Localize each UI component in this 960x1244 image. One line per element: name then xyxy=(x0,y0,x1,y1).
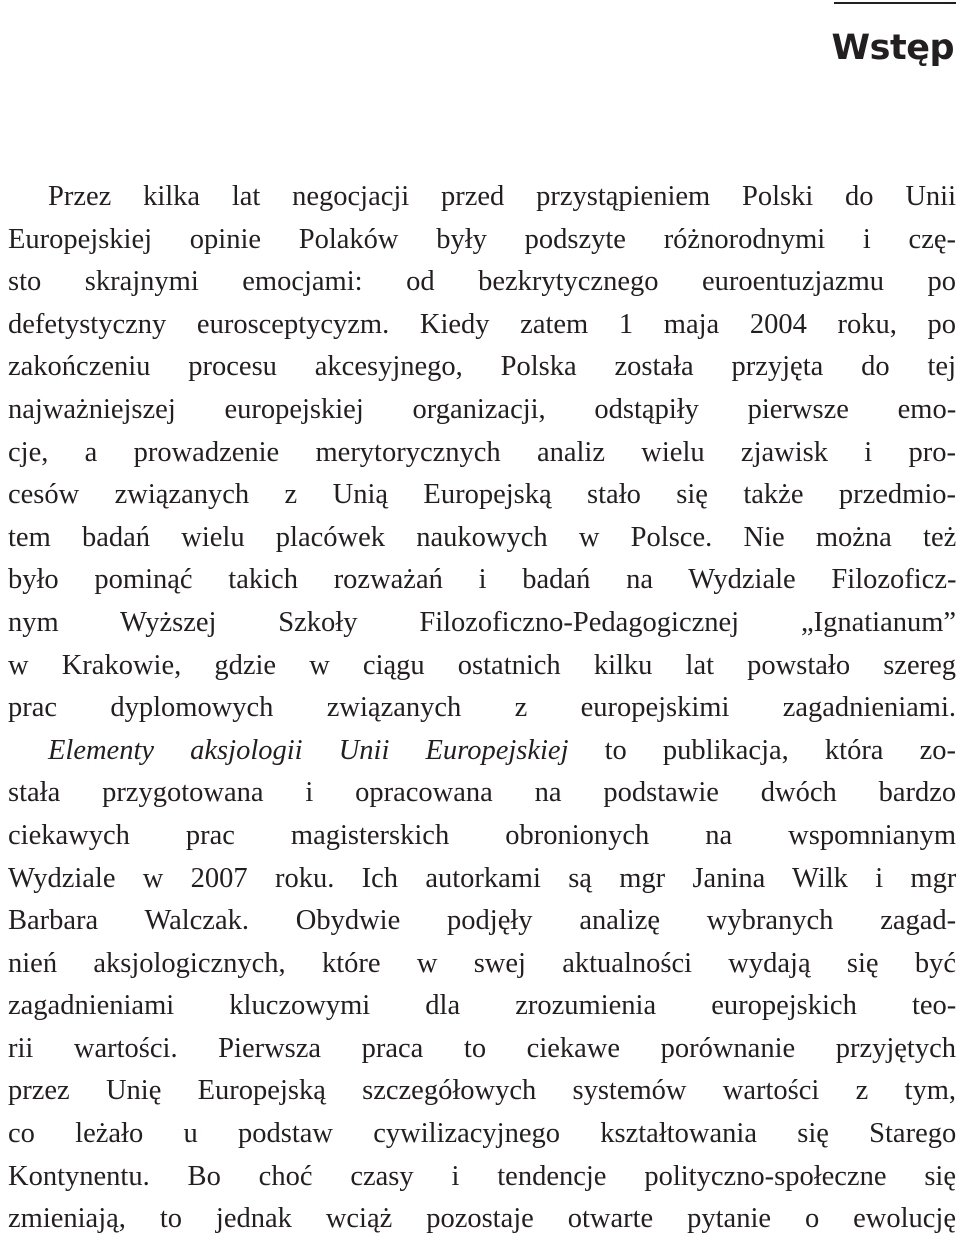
text-line: przez Unię Europejską szczegółowych systemów wartości z tym, xyxy=(8,1075,956,1107)
body-paragraphs xyxy=(8,176,956,1241)
text-line: w Krakowie, gdzie w ciągu ostatnich kilku lat powstało szereg xyxy=(8,649,956,681)
text-line-rest: to publikacja, która zo- xyxy=(568,734,956,766)
chapter-heading: Wstęp xyxy=(831,28,954,68)
text-line: Barbara Walczak. Obydwie podjęły analizę wybranych zagad- xyxy=(8,905,956,937)
text-line: Wydziale w 2007 roku. Ich autorkami są mgr Janina Wilk i mgr xyxy=(8,862,956,894)
text-line: nym Wyższej Szkoły Filozoficzno-Pedagogicznej „Ignatianum” xyxy=(8,606,956,638)
text-line: stała przygotowana i opracowana na podstawie dwóch bardzo xyxy=(8,777,956,809)
text-line-with-title xyxy=(8,730,956,773)
text-line: cje, a prowadzenie merytorycznych analiz wielu zjawisk i pro- xyxy=(8,436,956,468)
text-line: zmieniają, to jednak wciąż pozostaje otwarte pytanie o ewolucję xyxy=(8,1203,956,1235)
text-line: sto skrajnymi emocjami: od bezkrytycznego euroentuzjazmu po xyxy=(8,266,956,298)
text-line: co leżało u podstaw cywilizacyjnego kształtowania się Starego xyxy=(8,1118,956,1150)
text-line: defetystyczny eurosceptycyzm. Kiedy zatem 1 maja 2004 roku, po xyxy=(8,308,956,340)
text-line: było pominąć takich rozważań i badań na Wydziale Filozoficz- xyxy=(8,564,956,596)
text-line: zakończeniu procesu akcesyjnego, Polska została przyjęta do tej xyxy=(8,351,956,383)
text-line: rii wartości. Pierwsza praca to ciekawe porównanie przyjętych xyxy=(8,1032,956,1064)
text-line: ciekawych prac magisterskich obronionych na wspomnianym xyxy=(8,819,956,851)
text-line: zagadnieniami kluczowymi dla zrozumienia europejskich teo- xyxy=(8,990,956,1022)
text-line: nień aksjologicznych, które w swej aktualności wydają się być xyxy=(8,947,956,979)
text-line: najważniejszej europejskiej organizacji, odstąpiły pierwsze emo- xyxy=(8,393,956,425)
header-rule xyxy=(834,2,956,4)
text-line: Europejskiej opinie Polaków były podszyte różnorodnymi i czę- xyxy=(8,223,956,255)
text-line: prac dyplomowych związanych z europejskimi zagadnieniami. xyxy=(8,692,956,724)
text-line: Przez kilka lat negocjacji przed przystąpieniem Polski do Unii xyxy=(48,181,956,212)
book-title: Elementy aksjologii Unii Europejskiej xyxy=(48,734,569,766)
text-line: cesów związanych z Unią Europejską stało się także przedmio- xyxy=(8,479,956,511)
text-line: tem badań wielu placówek naukowych w Polsce. Nie można też xyxy=(8,521,956,553)
text-line: Kontynentu. Bo choć czasy i tendencje polityczno-społeczne się xyxy=(8,1160,956,1192)
